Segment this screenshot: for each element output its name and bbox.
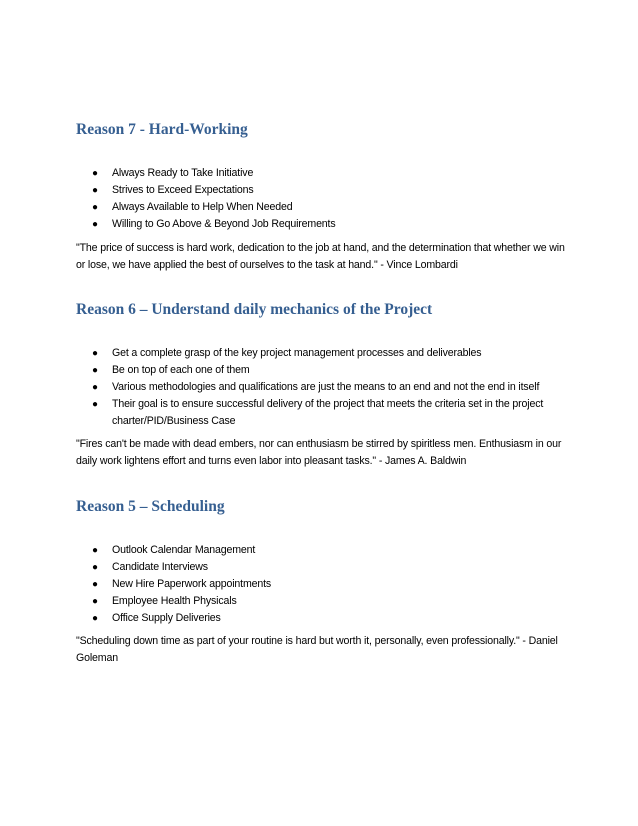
bullet-icon: ● bbox=[92, 579, 98, 590]
list-item: ● Willing to Go Above & Beyond Job Requirements bbox=[92, 216, 572, 233]
section-reason-5 bbox=[76, 497, 576, 677]
bullet-icon: ● bbox=[92, 382, 98, 393]
list-item: ● Employee Health Physicals bbox=[92, 593, 572, 610]
bullet-icon: ● bbox=[92, 365, 98, 376]
section-heading: Reason 5 – Scheduling bbox=[76, 498, 225, 515]
bullet-icon: ● bbox=[92, 545, 98, 556]
section-heading: Reason 7 - Hard-Working bbox=[76, 121, 248, 138]
quote-text: "Fires can't be made with dead embers, nor can enthusiasm be stirred by spiritless men. Enthusiasm in our daily work lightens effort and turns even labor into pleasant tasks." - James A. Baldwin bbox=[76, 438, 562, 467]
bullet-icon: ● bbox=[92, 613, 98, 624]
quote-text: "The price of success is hard work, dedication to the job at hand, and the determination that whether we win or lose, we have applied the best of ourselves to the task at hand." - Vince Lombardi bbox=[76, 242, 565, 271]
list-item: ● Various methodologies and qualifications are just the means to an end and not the end in itself bbox=[92, 379, 572, 396]
bullet-icon: ● bbox=[92, 596, 98, 607]
bullet-icon: ● bbox=[92, 219, 98, 230]
bullet-list bbox=[92, 345, 572, 430]
bullet-icon: ● bbox=[92, 185, 98, 196]
bullet-icon: ● bbox=[92, 202, 98, 213]
list-item: ● Their goal is to ensure successful delivery of the project that meets the criteria set in the project charter/PID/Business Case bbox=[92, 398, 544, 427]
list-item: ● Outlook Calendar Management bbox=[92, 542, 572, 559]
section-reason-6 bbox=[76, 300, 576, 480]
bullet-icon: ● bbox=[92, 562, 98, 573]
list-item: ● Get a complete grasp of the key project management processes and deliverables bbox=[92, 345, 572, 362]
bullet-icon: ● bbox=[92, 399, 98, 410]
list-item: ● Office Supply Deliveries bbox=[92, 610, 572, 627]
section-reason-7 bbox=[76, 120, 576, 280]
bullet-list bbox=[92, 542, 572, 627]
section-heading: Reason 6 – Understand daily mechanics of the Project bbox=[76, 301, 433, 318]
list-item: ● New Hire Paperwork appointments bbox=[92, 576, 572, 593]
list-item: ● Always Available to Help When Needed bbox=[92, 199, 572, 216]
quote-text: "Scheduling down time as part of your routine is hard but worth it, personally, even professionally." - Daniel Goleman bbox=[76, 635, 558, 664]
list-item: ● Always Ready to Take Initiative bbox=[92, 165, 572, 182]
list-item: ● Be on top of each one of them bbox=[92, 362, 572, 379]
list-item: ● Candidate Interviews bbox=[92, 559, 572, 576]
bullet-icon: ● bbox=[92, 168, 98, 179]
bullet-list bbox=[92, 165, 572, 233]
bullet-icon: ● bbox=[92, 348, 98, 359]
list-item: ● Strives to Exceed Expectations bbox=[92, 182, 572, 199]
